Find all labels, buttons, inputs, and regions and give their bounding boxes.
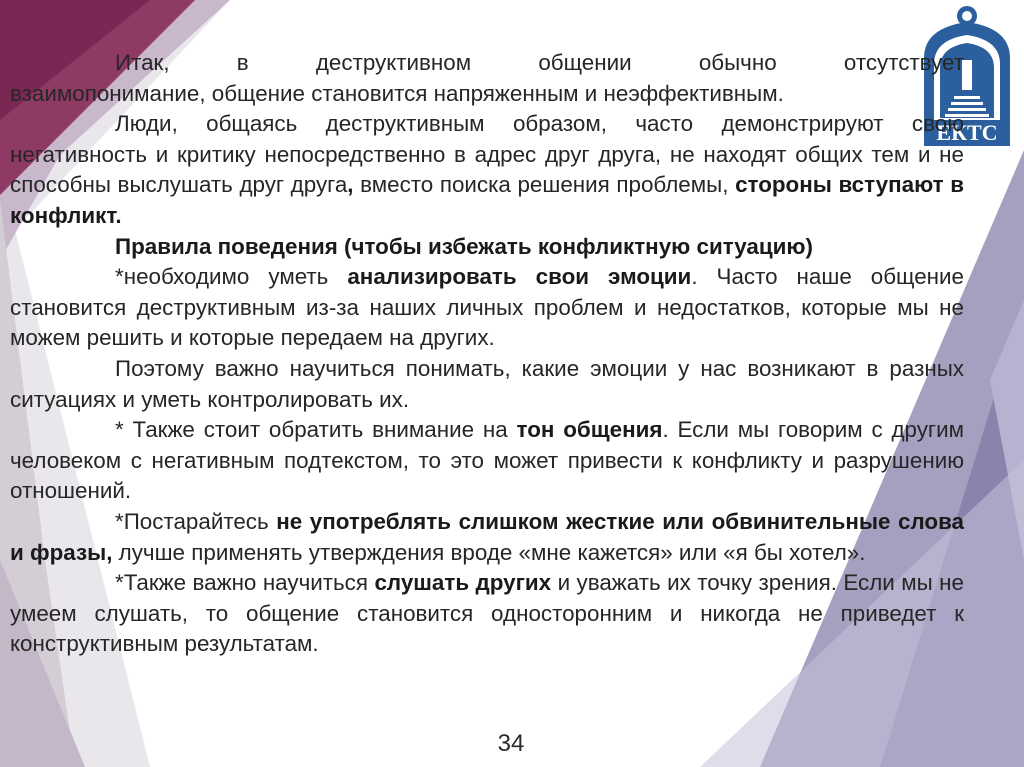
text-span: . Если мы говорим с другим человеком с негативным подтекстом, то это может привести к конфликту и разрушению отношений. <box>10 417 964 504</box>
slide-text <box>10 48 964 660</box>
bold-text: стороны вступают в конфликт. <box>10 172 964 228</box>
page-number: 34 <box>497 730 525 757</box>
text-span: . Часто наше общение становится деструктивным из-за наших личных проблем и недостатков, которые мы не можем решить и которые передаем на других. <box>10 264 965 351</box>
text-span: *необходимо уметь <box>115 264 348 290</box>
paragraph-5 <box>10 354 964 415</box>
text-span: *Также важно научиться <box>115 570 375 596</box>
paragraph-4 <box>10 262 964 354</box>
text-span: взаимопонимание, общение становится напряженным и неэффективным. <box>10 80 784 106</box>
bold-text: тон общения <box>516 417 663 443</box>
paragraph-3 <box>10 232 964 263</box>
text-span: Люди, общаясь деструктивным образом, часто демонстрируют свою негативность и критику непосредственно в адрес друг друга, не находят общих тем и не способны выслушать друг друга <box>10 111 964 198</box>
bold-text: анализировать свои эмоции <box>347 264 692 290</box>
text-span: вместо поиска решения проблемы, <box>353 172 736 198</box>
bold-text: слушать других <box>374 570 552 596</box>
bold-comma: , <box>347 172 354 198</box>
text-span: * Также стоит обратить внимание на <box>115 417 517 443</box>
text-span: Итак, в деструктивном общении обычно отсутствует <box>115 50 964 75</box>
bold-text: не употреблять слишком жесткие или обвинительные слова и фразы, <box>10 508 964 565</box>
paragraph-7 <box>10 507 964 568</box>
text-span: лучше применять утверждения вроде «мне кажется» или «я бы хотел». <box>112 539 866 565</box>
paragraph-2 <box>10 109 964 231</box>
paragraph-8 <box>10 568 964 660</box>
rules-heading: Правила поведения (чтобы избежать конфликтную ситуацию) <box>115 233 813 259</box>
logo-text: ЕКТС <box>936 120 998 145</box>
text-span: и уважать их точку зрения. Если мы не умеем слушать, то общение становится односторонним и никогда не приведет к конструктивным результатам. <box>10 570 964 657</box>
paragraph-6 <box>10 415 964 507</box>
paragraph-1 <box>10 48 964 79</box>
text-span: *Постарайтесь <box>115 508 277 534</box>
text-span: Поэтому важно научиться понимать, какие эмоции у нас возникают в разных ситуациях и уметь контролировать их. <box>10 355 964 412</box>
paragraph-1-cont <box>10 79 964 110</box>
